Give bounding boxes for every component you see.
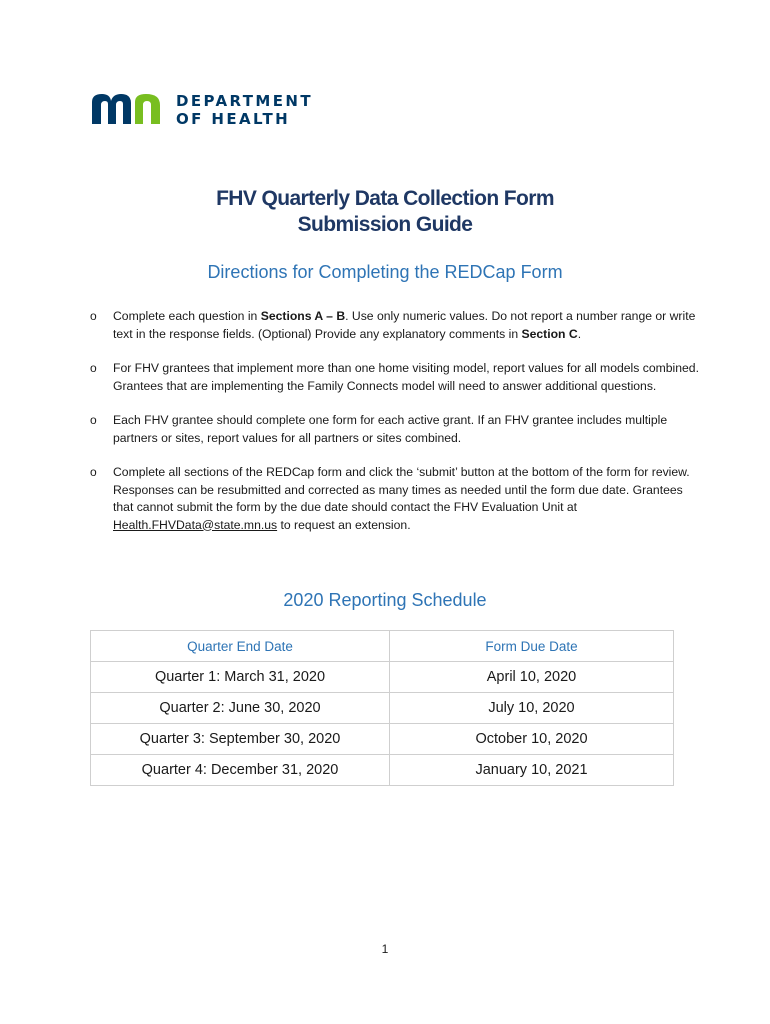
logo-line-1: DEPARTMENT	[176, 92, 313, 110]
bullet-text: Complete all sections of the REDCap form and click the ‘submit’ button at the bottom of the form for review. Responses can be resubmitted and corrected as many times as needed until the form due date. Grantees that cannot submit the form by the due date should contact the FHV Evaluation Unit at	[113, 465, 690, 514]
table-cell: Quarter 1: March 31, 2020	[91, 662, 390, 693]
table-row	[91, 724, 674, 755]
bullet-bold: Sections A – B	[260, 309, 346, 323]
logo-text	[176, 92, 313, 128]
mdh-logo	[90, 92, 320, 128]
table-cell: April 10, 2020	[390, 662, 674, 693]
table-row	[91, 693, 674, 724]
directions-list	[90, 308, 700, 551]
title-line-1: FHV Quarterly Data Collection Form	[216, 187, 554, 210]
table-header-row	[91, 631, 674, 662]
schedule-heading: 2020 Reporting Schedule	[283, 590, 487, 610]
bullet-marker: o	[90, 465, 97, 479]
bullet-text: Each FHV grantee should complete one form for each active grant. If an FHV grantee includes multiple partners or sites, report values for all partners or sites combined.	[113, 413, 668, 445]
bullet-text: . Use only numeric values. Do not report a number range or write text in the response fields. (Optional) Provide any explanatory comments in	[113, 309, 696, 341]
logo-line-2: OF HEALTH	[176, 110, 291, 128]
table-cell: Quarter 2: June 30, 2020	[91, 693, 390, 724]
email-link[interactable]: Health.FHVData@state.mn.us	[113, 517, 278, 532]
list-item	[90, 360, 700, 395]
bullet-text: .	[577, 326, 582, 341]
column-header-quarter-end: Quarter End Date	[91, 631, 390, 662]
list-item	[90, 308, 700, 343]
minnesota-logo-icon	[90, 92, 166, 126]
bullet-marker: o	[90, 413, 97, 427]
list-item	[90, 412, 700, 447]
table-row	[91, 755, 674, 786]
title-line-2: Submission Guide	[297, 213, 473, 236]
list-item	[90, 464, 700, 534]
bullet-text: For FHV grantees that implement more than one home visiting model, report values for all models combined. Grantees that are implementing the Family Connects model will need to answer additional questions.	[113, 361, 699, 393]
table-row	[91, 662, 674, 693]
column-header-form-due: Form Due Date	[390, 631, 674, 662]
table-cell: Quarter 4: December 31, 2020	[91, 755, 390, 786]
table-cell: July 10, 2020	[390, 693, 674, 724]
table-cell: Quarter 3: September 30, 2020	[91, 724, 390, 755]
schedule-table	[90, 630, 674, 786]
bullet-marker: o	[90, 361, 97, 375]
directions-heading: Directions for Completing the REDCap Form	[207, 262, 563, 282]
table-cell: October 10, 2020	[390, 724, 674, 755]
bullet-text: to request an extension.	[277, 517, 411, 532]
bullet-text: Complete each question in	[113, 309, 261, 323]
bullet-marker: o	[90, 309, 97, 323]
page-title	[0, 186, 770, 238]
page-number: 1	[381, 942, 389, 956]
table-cell: January 10, 2021	[390, 755, 674, 786]
bullet-bold: Section C	[521, 326, 578, 341]
